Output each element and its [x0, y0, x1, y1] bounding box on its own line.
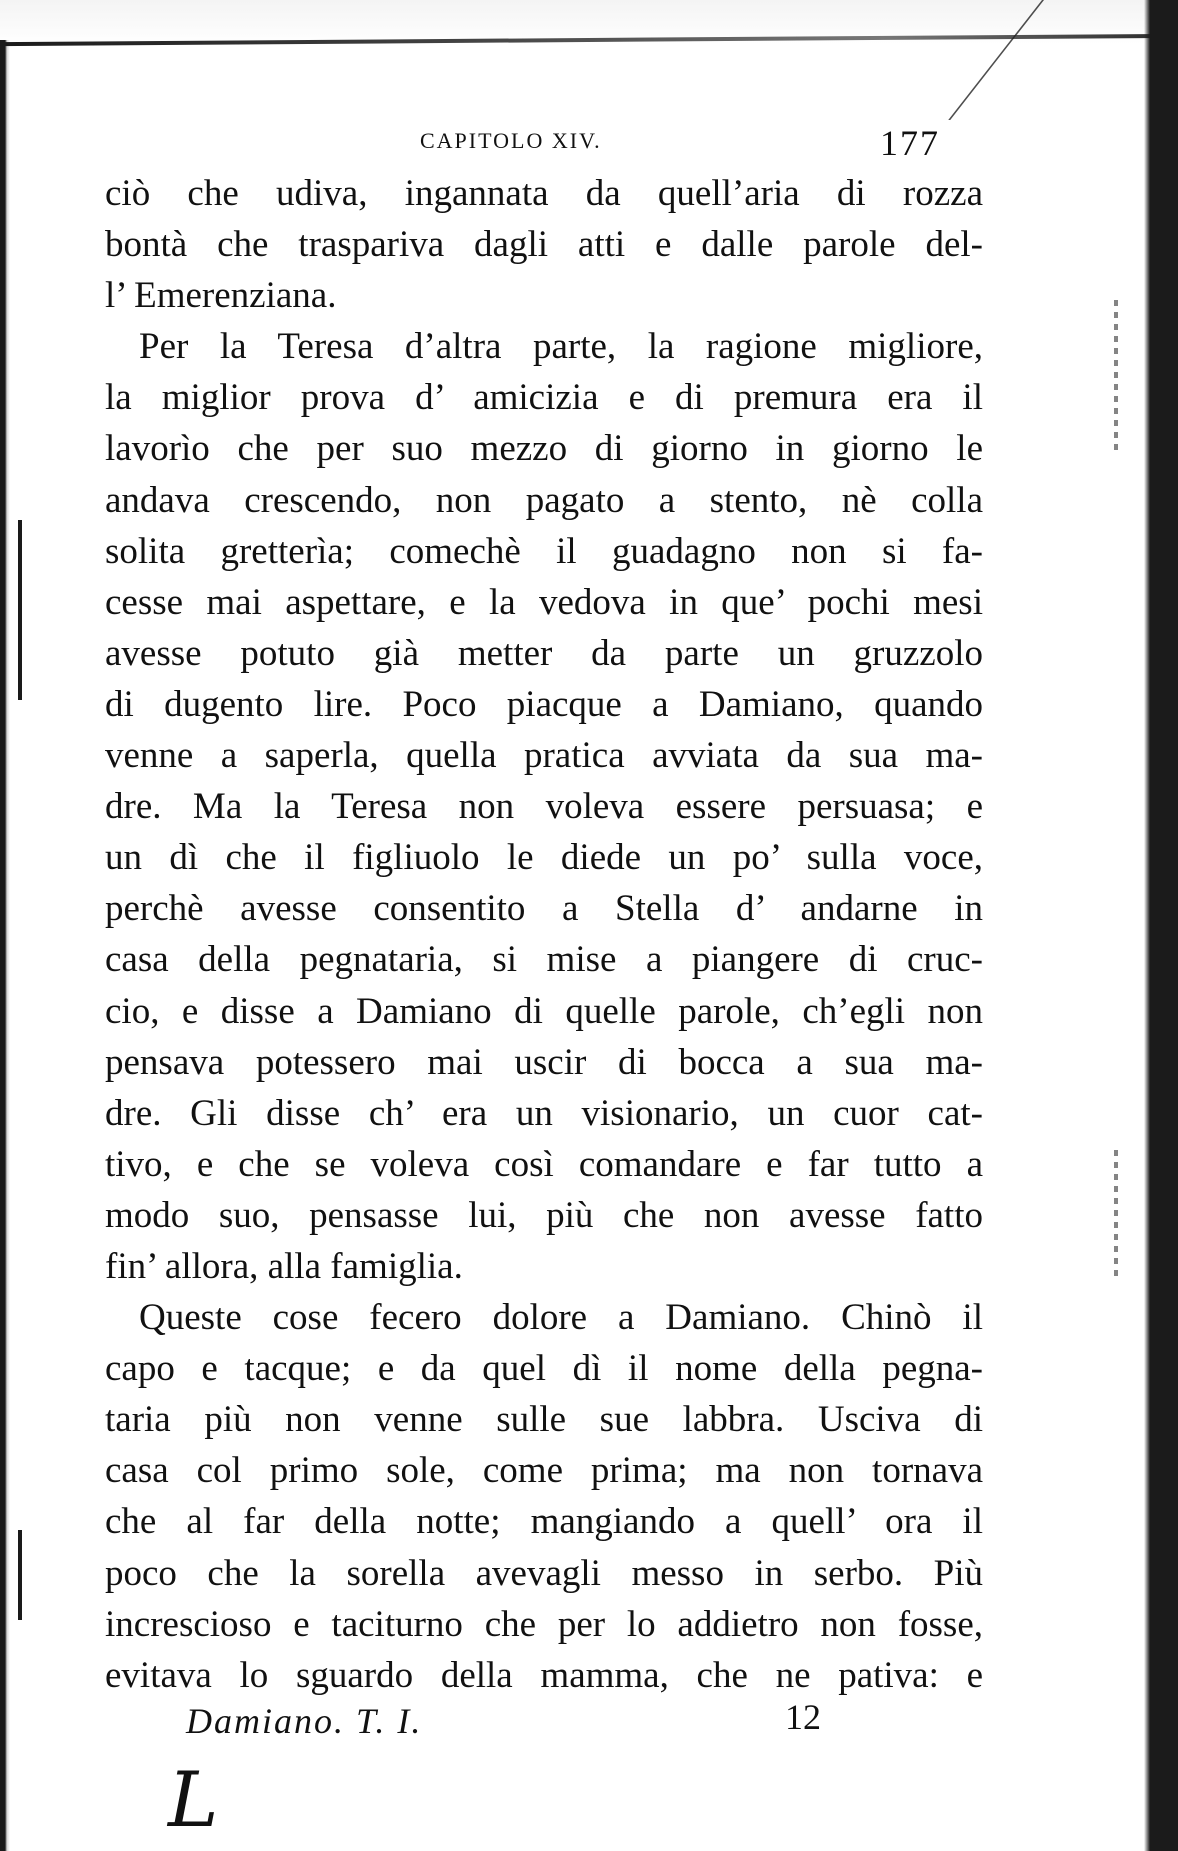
running-head: CAPITOLO XIV.	[420, 128, 602, 153]
text-line: casa col primo sole, come prima; ma non tornava	[105, 1450, 983, 1492]
scan-noise	[1114, 300, 1118, 450]
page-footer	[0, 1697, 1178, 1760]
text-line: casa della pegnataria, si mise a piangere di cruc-	[105, 939, 983, 981]
text-line: cesse mai aspettare, e la vedova in que’ pochi mesi	[105, 581, 983, 623]
page-left-edge	[0, 40, 10, 1851]
text-line: pensava potessero mai uscir di bocca a sua ma-	[105, 1041, 983, 1083]
text-line: lavorìo che per suo mezzo di giorno in giorno le	[105, 428, 983, 470]
signature-number: 12	[785, 1697, 821, 1737]
text-line: Queste cose fecero dolore a Damiano. Chinò il	[139, 1297, 983, 1339]
library-stamp-mark: L	[168, 1755, 219, 1844]
text-line: fin’ allora, alla famiglia.	[105, 1245, 463, 1287]
text-line: andava crescendo, non pagato a stento, nè colla	[105, 479, 983, 521]
page-right-edge	[1144, 0, 1178, 1851]
text-line: cio, e disse a Damiano di quelle parole, ch’egli non	[105, 990, 983, 1032]
page-header	[0, 123, 1178, 168]
text-line: capo e tacque; e da quel dì il nome della pegna-	[105, 1348, 983, 1390]
binding-mark	[18, 520, 22, 700]
text-line: di dugento lire. Poco piacque a Damiano, quando	[105, 683, 983, 725]
text-line: dre. Gli disse ch’ era un visionario, un cuor cat-	[105, 1092, 983, 1134]
text-line: taria più non venne sulle sue labbra. Usciva di	[105, 1399, 983, 1441]
text-line: un dì che il figliuolo le diede un po’ sulla voce,	[105, 837, 983, 879]
text-line: ciò che udiva, ingannata da quell’aria di rozza	[105, 173, 983, 214]
text-line: modo suo, pensasse lui, più che non avesse fatto	[105, 1194, 983, 1236]
printer-signature: Damiano. T. I.	[186, 1701, 423, 1741]
text-line: la miglior prova d’ amicizia e di premura era il	[105, 377, 983, 419]
text-line: increscioso e taciturno che per lo addietro non fosse,	[105, 1603, 983, 1645]
text-line: bontà che traspariva dagli atti e dalle parole del-	[105, 224, 983, 266]
text-line: l’ Emerenziana.	[105, 275, 337, 317]
text-line: dre. Ma la Teresa non voleva essere persuasa; e	[105, 786, 983, 828]
text-line: tivo, e che se voleva così comandare e far tutto a	[105, 1143, 983, 1185]
text-line: poco che la sorella avevagli messo in serbo. Più	[105, 1552, 983, 1594]
text-line: Per la Teresa d’altra parte, la ragione migliore,	[139, 326, 983, 368]
text-line: venne a saperla, quella pratica avviata da sua ma-	[105, 735, 983, 777]
text-line: che al far della notte; mangiando a quell’ ora il	[105, 1501, 983, 1543]
text-line: perchè avesse consentito a Stella d’ andarne in	[105, 888, 983, 930]
text-line: solita gretterìa; comechè il guadagno non si fa-	[105, 530, 983, 572]
page-number: 177	[880, 123, 940, 163]
binding-mark	[18, 1530, 22, 1620]
body-text	[105, 168, 983, 1701]
scan-noise	[1114, 1150, 1118, 1280]
text-line: avesse potuto già metter da parte un gruzzolo	[105, 632, 983, 674]
text-line: evitava lo sguardo della mamma, che ne pativa: e	[105, 1654, 983, 1696]
